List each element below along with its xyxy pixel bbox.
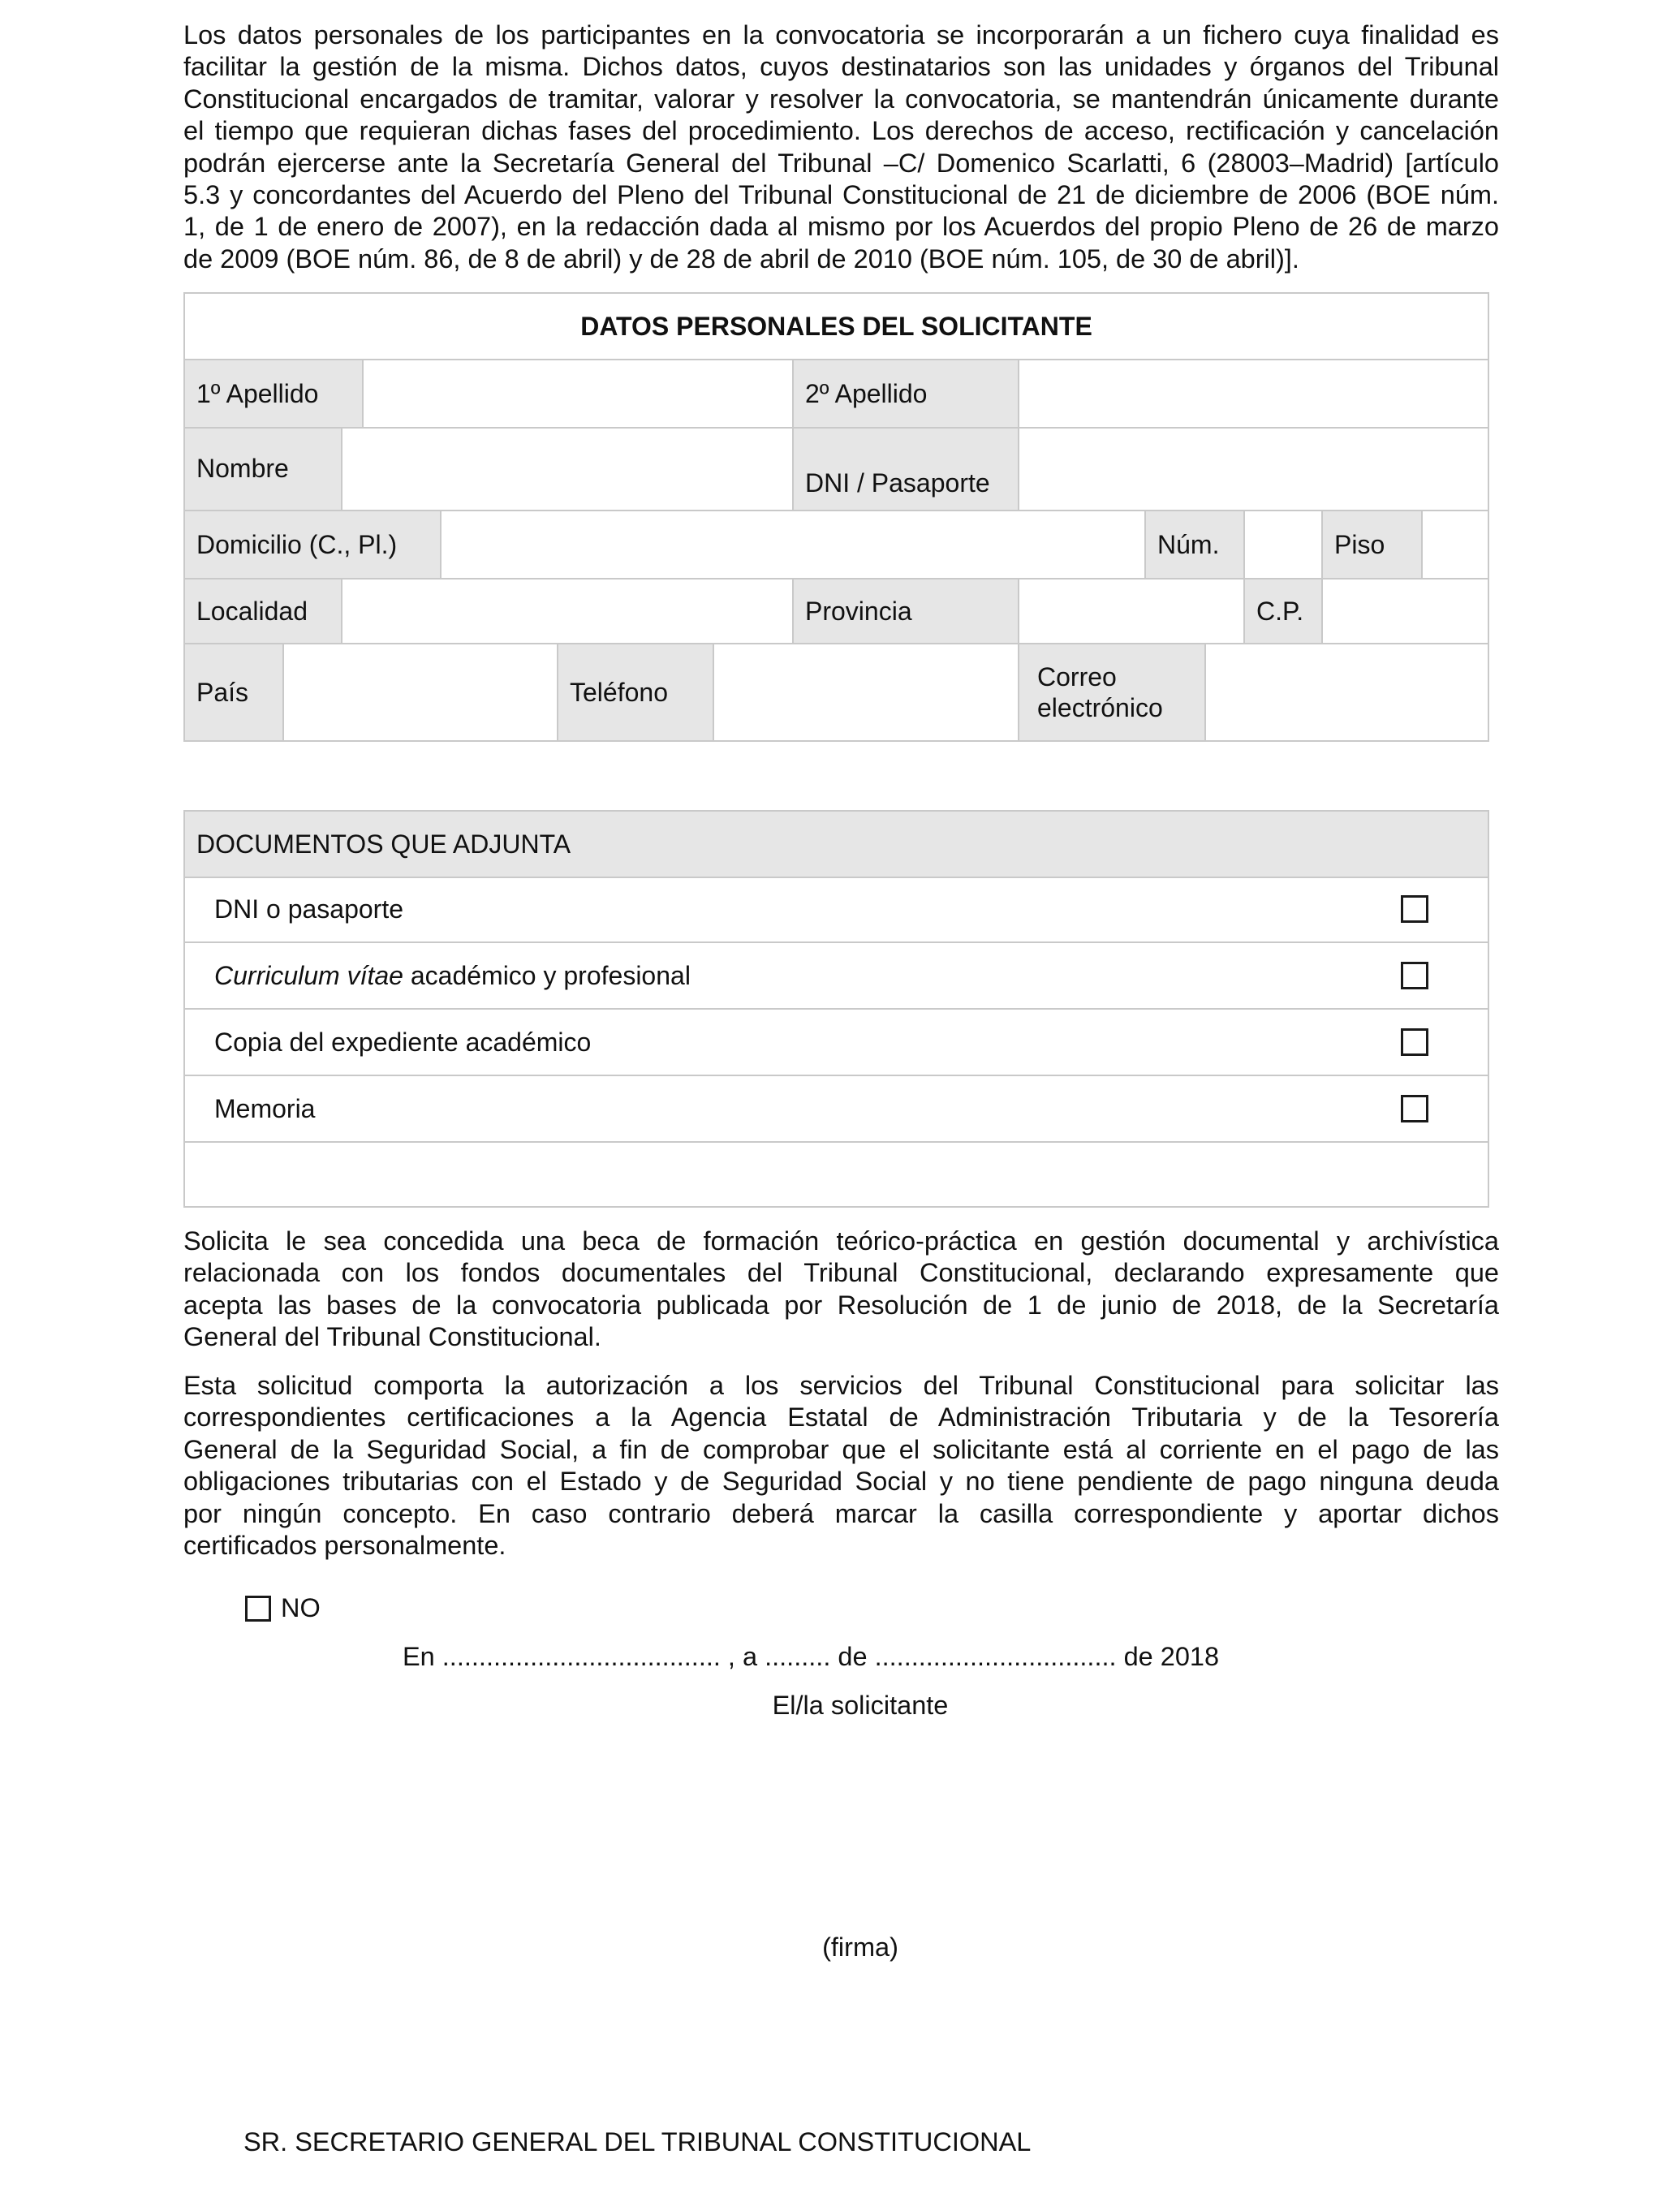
- request-line: General del Tribunal Constitucional.: [183, 1322, 601, 1352]
- document-row-expediente: [183, 1010, 1489, 1076]
- cp-label: C.P.: [1243, 578, 1323, 644]
- apellido2-label: 2º Apellido: [792, 359, 1019, 429]
- intro-line: Constitucional encargados de tramitar, valorar y resolver la convocatoria, se mantendrán únicamente durante: [183, 84, 1499, 114]
- checkbox-cv[interactable]: [1401, 962, 1428, 989]
- checkbox-dni[interactable]: [1401, 895, 1428, 923]
- correo-label-line1: Correo: [1037, 662, 1117, 692]
- documents-title: DOCUMENTOS QUE ADJUNTA: [183, 810, 1489, 878]
- authorization-line: obligaciones tributarias con el Estado y de Seguridad Social y no tiene pendiente de pago ninguna deuda: [183, 1467, 1499, 1497]
- authorization-line: correspondientes certificaciones a la Agencia Estatal de Administración Tributaria y de la Tesorería: [183, 1402, 1499, 1433]
- document-label-rest: académico y profesional: [403, 960, 691, 990]
- num-label: Núm.: [1144, 510, 1245, 579]
- telefono-field[interactable]: [713, 643, 1019, 742]
- provincia-field[interactable]: [1018, 578, 1245, 644]
- apellido1-field[interactable]: [362, 359, 794, 429]
- nombre-label: Nombre: [183, 427, 342, 511]
- domicilio-field[interactable]: [440, 510, 1146, 579]
- document-row-dni: [183, 877, 1489, 943]
- no-label: NO: [281, 1593, 321, 1622]
- document-label: DNI o pasaporte: [214, 894, 404, 924]
- authorization-line: Esta solicitud comporta la autorización a los servicios del Tribunal Constitucional para solicitar las: [183, 1371, 1499, 1400]
- authorization-line: certificados personalmente.: [183, 1531, 506, 1561]
- dni-label: DNI / Pasaporte: [792, 427, 1019, 511]
- request-line: Solicita le sea concedida una beca de formación teórico-práctica en gestión documental y archivística: [183, 1226, 1499, 1256]
- pais-label: País: [183, 643, 284, 742]
- provincia-label: Provincia: [792, 578, 1019, 644]
- apellido1-label: 1º Apellido: [183, 359, 364, 429]
- authorization-line: General de la Seguridad Social, a fin de comprobar que el solicitante está al corriente en el pago de las: [183, 1434, 1499, 1464]
- cp-field[interactable]: [1321, 578, 1489, 644]
- personal-data-title: DATOS PERSONALES DEL SOLICITANTE: [183, 292, 1489, 360]
- request-line: acepta las bases de la convocatoria publicada por Resolución de 1 de junio de 2018, de la Secretaría: [183, 1290, 1499, 1320]
- checkbox-memoria[interactable]: [1401, 1095, 1428, 1122]
- addressee: SR. SECRETARIO GENERAL DEL TRIBUNAL CONSTITUCIONAL: [243, 2127, 1032, 2156]
- dni-field[interactable]: [1018, 427, 1489, 511]
- intro-line: 5.3 y concordantes del Acuerdo del Pleno del Tribunal Constitucional de 21 de diciembre de 2006 (BOE núm.: [183, 180, 1499, 210]
- correo-label-line2: electrónico: [1037, 693, 1163, 722]
- intro-line: facilitar la gestión de la misma. Dichos datos, cuyos destinatarios son las unidades y órganos del Tribunal: [183, 52, 1499, 82]
- checkbox-no[interactable]: [245, 1596, 271, 1622]
- intro-line: el tiempo que requieran dichas fases del procedimiento. Los derechos de acceso, rectificación y cancelación: [183, 116, 1499, 146]
- checkbox-expediente[interactable]: [1401, 1028, 1428, 1056]
- document-label-italic: Curriculum vítae: [214, 960, 403, 990]
- document-row-empty: [183, 1143, 1489, 1208]
- apellido2-field[interactable]: [1018, 359, 1489, 429]
- localidad-label: Localidad: [183, 578, 342, 644]
- document-label: Memoria: [214, 1093, 316, 1123]
- domicilio-label: Domicilio (C., Pl.): [183, 510, 442, 579]
- request-paragraph: [183, 1226, 1499, 1354]
- piso-field[interactable]: [1421, 510, 1489, 579]
- authorization-paragraph: [183, 1370, 1499, 1562]
- num-field[interactable]: [1243, 510, 1323, 579]
- authorization-line: por ningún concepto. En caso contrario deberá marcar la casilla correspondiente y aportar dichos: [183, 1498, 1499, 1528]
- intro-line: 1, de 1 de enero de 2007), en la redacción dada al mismo por los Acuerdos del propio Pleno de 26 de marzo: [183, 212, 1499, 242]
- signer-label: El/la solicitante: [772, 1691, 949, 1720]
- document-row-memoria: [183, 1076, 1489, 1143]
- correo-label: [1018, 643, 1206, 742]
- intro-line: de 2009 (BOE núm. 86, de 8 de abril) y de 28 de abril de 2010 (BOE núm. 105, de 30 de abril)].: [183, 243, 1299, 274]
- signature-label: (firma): [822, 1932, 898, 1962]
- intro-line: podrán ejercerse ante la Secretaría General del Tribunal –C/ Domenico Scarlatti, 6 (28003–Madrid) [artículo: [183, 148, 1499, 178]
- request-line: relacionada con los fondos documentales del Tribunal Constitucional, declarando expresamente que: [183, 1258, 1499, 1288]
- document-row-cv: [183, 943, 1489, 1010]
- localidad-field[interactable]: [341, 578, 794, 644]
- nombre-field[interactable]: [341, 427, 794, 511]
- document-label: [214, 961, 691, 991]
- intro-line: Los datos personales de los participantes en la convocatoria se incorporarán a un fichero cuya finalidad es: [183, 20, 1499, 50]
- piso-label: Piso: [1321, 510, 1423, 579]
- date-line: En ...................................... , a ......... de ................................. de 2018: [403, 1642, 1220, 1671]
- telefono-label: Teléfono: [557, 643, 714, 742]
- pais-field[interactable]: [282, 643, 558, 742]
- intro-paragraph: [183, 19, 1499, 275]
- correo-field[interactable]: [1204, 643, 1489, 742]
- document-label: Copia del expediente académico: [214, 1027, 592, 1057]
